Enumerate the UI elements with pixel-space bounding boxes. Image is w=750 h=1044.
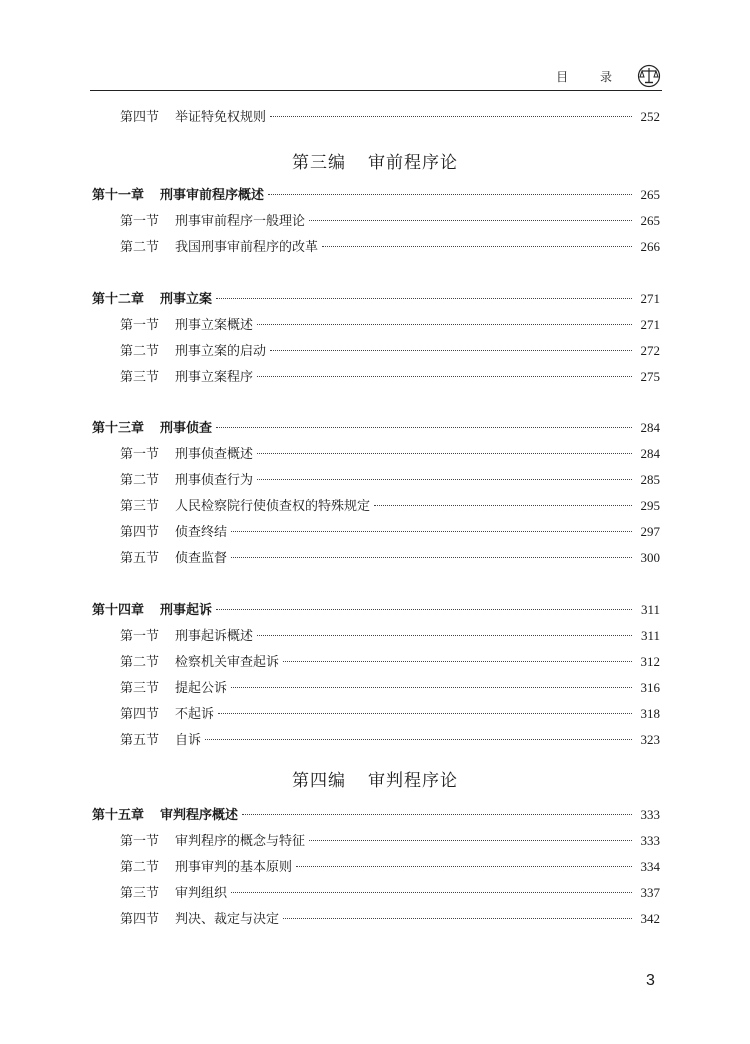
entry-page: 311 xyxy=(640,602,660,617)
entry-title: 检察机关审查起诉 xyxy=(175,655,280,670)
entry-page: 295 xyxy=(640,498,660,513)
entry-page: 318 xyxy=(640,706,660,721)
entry-number: 第三节 xyxy=(120,499,160,514)
entry-page: 284 xyxy=(640,420,660,435)
entry-page: 316 xyxy=(640,680,660,695)
toc-entry-section[interactable] xyxy=(120,909,660,929)
entry-number: 第一节 xyxy=(120,629,160,644)
entry-page: 300 xyxy=(640,550,660,565)
entry-page: 334 xyxy=(640,859,660,874)
dot-leader xyxy=(231,891,632,893)
entry-title: 人民检察院行使侦查权的特殊规定 xyxy=(175,499,371,514)
dot-leader xyxy=(216,608,632,610)
entry-title: 刑事立案程序 xyxy=(175,370,254,385)
dot-leader xyxy=(218,712,632,714)
entry-page: 252 xyxy=(640,109,660,124)
header-title: 目 录 xyxy=(556,70,626,84)
entry-title: 判决、裁定与决定 xyxy=(175,912,280,927)
entry-title: 审判组织 xyxy=(175,886,228,901)
entry-number: 第三节 xyxy=(120,886,160,901)
dot-leader xyxy=(231,530,632,532)
entry-page: 342 xyxy=(640,911,660,926)
entry-title: 刑事起诉 xyxy=(160,603,213,618)
entry-number: 第五节 xyxy=(120,551,160,566)
entry-number: 第十三章 xyxy=(92,421,145,436)
dot-leader xyxy=(205,738,632,740)
entry-page: 266 xyxy=(640,239,660,254)
dot-leader xyxy=(283,917,632,919)
entry-page: 323 xyxy=(640,732,660,747)
dot-leader xyxy=(374,504,632,506)
toc-entry-section[interactable] xyxy=(120,831,660,851)
entry-title: 自诉 xyxy=(175,733,202,748)
entry-number: 第五节 xyxy=(120,733,160,748)
toc-entry-section[interactable] xyxy=(120,678,660,698)
toc-entry-chapter[interactable] xyxy=(92,418,660,438)
entry-title: 刑事侦查行为 xyxy=(175,473,254,488)
entry-page: 333 xyxy=(640,807,660,822)
toc-entry-section[interactable] xyxy=(120,496,660,516)
dot-leader xyxy=(322,245,632,247)
toc-entry-section[interactable] xyxy=(120,470,660,490)
entry-number: 第一节 xyxy=(120,834,160,849)
entry-page: 275 xyxy=(640,369,660,384)
dot-leader xyxy=(270,115,632,117)
toc-entry-section[interactable] xyxy=(120,522,660,542)
dot-leader xyxy=(257,452,632,454)
dot-leader xyxy=(216,297,632,299)
entry-page: 265 xyxy=(640,213,660,228)
entry-title: 刑事侦查概述 xyxy=(175,447,254,462)
toc-entry-section[interactable] xyxy=(120,341,660,361)
toc-entry-section[interactable] xyxy=(120,857,660,877)
entry-page: 271 xyxy=(640,291,660,306)
entry-title: 刑事审前程序一般理论 xyxy=(175,214,306,229)
entry-number: 第二节 xyxy=(120,860,160,875)
entry-title: 审判程序的概念与特征 xyxy=(175,834,306,849)
toc-entry-section[interactable] xyxy=(120,367,660,387)
entry-page: 271 xyxy=(640,317,660,332)
entry-page: 285 xyxy=(640,472,660,487)
entry-title: 刑事审前程序概述 xyxy=(160,188,265,203)
entry-number: 第二节 xyxy=(120,473,160,488)
entry-number: 第二节 xyxy=(120,240,160,255)
toc-entry-chapter[interactable] xyxy=(92,289,660,309)
entry-number: 第十四章 xyxy=(92,603,145,618)
entry-number: 第十一章 xyxy=(92,188,145,203)
dot-leader xyxy=(257,478,632,480)
dot-leader xyxy=(309,839,632,841)
part-title: 审判程序论 xyxy=(368,771,458,791)
toc-entry-section[interactable] xyxy=(120,315,660,335)
entry-page: 333 xyxy=(640,833,660,848)
entry-title: 举证特免权规则 xyxy=(175,110,267,125)
entry-title: 不起诉 xyxy=(175,707,215,722)
entry-number: 第四节 xyxy=(120,525,160,540)
toc-entry-section[interactable] xyxy=(120,444,660,464)
entry-number: 第三节 xyxy=(120,681,160,696)
toc-entry-section[interactable] xyxy=(120,626,660,646)
page-number: 3 xyxy=(646,972,655,989)
entry-page: 265 xyxy=(640,187,660,202)
dot-leader xyxy=(283,660,632,662)
part-number: 第四编 xyxy=(292,771,346,791)
entry-page: 297 xyxy=(640,524,660,539)
entry-number: 第三节 xyxy=(120,370,160,385)
toc-entry-section[interactable] xyxy=(120,704,660,724)
entry-title: 刑事审判的基本原则 xyxy=(175,860,293,875)
toc-entry-chapter[interactable] xyxy=(92,600,660,620)
toc-entry-chapter[interactable] xyxy=(92,805,660,825)
entry-number: 第四节 xyxy=(120,912,160,927)
toc-entry-section[interactable] xyxy=(120,237,660,257)
entry-page: 284 xyxy=(640,446,660,461)
toc-entry-section[interactable] xyxy=(120,107,660,127)
part-title: 审前程序论 xyxy=(368,153,458,173)
entry-page: 312 xyxy=(640,654,660,669)
entry-number: 第二节 xyxy=(120,344,160,359)
dot-leader xyxy=(231,556,632,558)
entry-number: 第一节 xyxy=(120,447,160,462)
part-heading[interactable] xyxy=(0,148,750,173)
dot-leader xyxy=(296,865,632,867)
entry-title: 侦查终结 xyxy=(175,525,228,540)
entry-title: 我国刑事审前程序的改革 xyxy=(175,240,319,255)
dot-leader xyxy=(257,375,632,377)
part-number: 第三编 xyxy=(292,153,346,173)
dot-leader xyxy=(231,686,632,688)
entry-page: 272 xyxy=(640,343,660,358)
entry-page: 311 xyxy=(640,628,660,643)
entry-number: 第四节 xyxy=(120,707,160,722)
dot-leader xyxy=(270,349,632,351)
toc-entry-section[interactable] xyxy=(120,652,660,672)
entry-title: 侦查监督 xyxy=(175,551,228,566)
entry-title: 审判程序概述 xyxy=(160,808,239,823)
toc-entry-section[interactable] xyxy=(120,548,660,568)
entry-title: 刑事起诉概述 xyxy=(175,629,254,644)
toc-entry-section[interactable] xyxy=(120,730,660,750)
entry-title: 刑事立案的启动 xyxy=(175,344,267,359)
dot-leader xyxy=(257,634,632,636)
entry-number: 第十五章 xyxy=(92,808,145,823)
toc-entry-section[interactable] xyxy=(120,211,660,231)
entry-title: 刑事侦查 xyxy=(160,421,213,436)
entry-number: 第十二章 xyxy=(92,292,145,307)
toc-entry-chapter[interactable] xyxy=(92,185,660,205)
dot-leader xyxy=(216,426,632,428)
entry-number: 第一节 xyxy=(120,318,160,333)
entry-page: 337 xyxy=(640,885,660,900)
entry-number: 第一节 xyxy=(120,214,160,229)
dot-leader xyxy=(242,813,632,815)
dot-leader xyxy=(309,219,632,221)
entry-number: 第二节 xyxy=(120,655,160,670)
dot-leader xyxy=(268,193,632,195)
toc-entry-section[interactable] xyxy=(120,883,660,903)
part-heading[interactable] xyxy=(0,766,750,791)
entry-title: 刑事立案概述 xyxy=(175,318,254,333)
dot-leader xyxy=(257,323,632,325)
entry-number: 第四节 xyxy=(120,110,160,125)
entry-title: 提起公诉 xyxy=(175,681,228,696)
entry-title: 刑事立案 xyxy=(160,292,213,307)
